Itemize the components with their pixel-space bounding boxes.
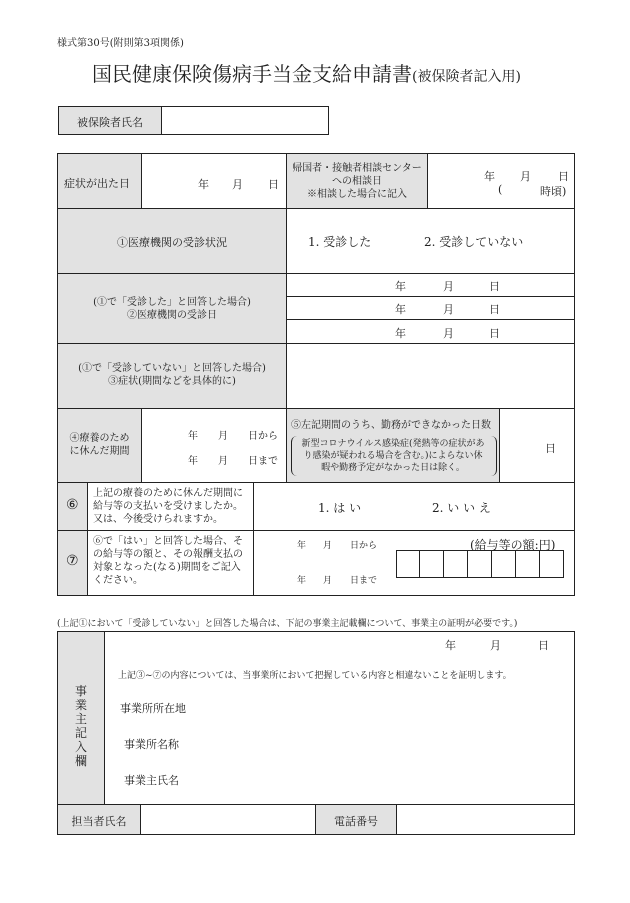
q7-from: 日から xyxy=(350,541,378,551)
q7-line-4: ください。 xyxy=(93,575,143,586)
q1-label: ①医療機関の受診状況 xyxy=(117,236,227,249)
q4-from: 日から xyxy=(248,431,278,442)
q2-date3-month: 月 xyxy=(443,327,454,340)
employer-certify-text: 上記③~⑦の内容については、当事業所において把握している内容と相違ないことを証明します。 xyxy=(118,671,512,681)
q4-from-year: 年 xyxy=(188,431,198,442)
side-char: 入 xyxy=(74,740,87,754)
q2-date1-month: 月 xyxy=(443,280,454,293)
symptom-day: 日 xyxy=(268,178,279,191)
title-main: 国民健康保険傷病手当金支給申請書 xyxy=(92,62,412,86)
employer-year: 年 xyxy=(445,639,456,652)
phone-label: 電話番号 xyxy=(334,815,378,828)
q6-option-no[interactable]: 2. い い え xyxy=(432,501,491,515)
q6-question xyxy=(93,487,243,526)
side-char: 主 xyxy=(74,712,87,726)
q7-from-month: 月 xyxy=(323,541,333,551)
consult-year: 年 xyxy=(484,170,495,183)
q4-line-2: に休んだ期間 xyxy=(69,446,130,457)
q7-line-1: ⑥で「はい」と回答した場合、そ xyxy=(93,536,243,547)
q6-line-1: 上記の療養のために休んだ期間に xyxy=(93,488,243,499)
q3-line-1: (①で「受診していない」と回答した場合) xyxy=(78,363,266,374)
q1-option-visited[interactable]: 1. 受診した xyxy=(308,235,372,249)
q7-until-year: 年 xyxy=(297,576,307,586)
q7-line-3: 対象となった(なる)期間をご記入 xyxy=(93,562,241,573)
insured-name-label: 被保険者氏名 xyxy=(77,116,143,129)
q3-symptom-field[interactable] xyxy=(287,344,574,408)
q6-number: ⑥ xyxy=(66,497,79,513)
time-paren: ( xyxy=(498,183,503,196)
q5-note-line-1: 新型コロナウイルス感染症(発熱等の症状があ xyxy=(301,439,485,449)
employer-note: (上記①において「受診していない」と回答した場合は、下記の事業主記載欄について、事業主の証明が必要です。) xyxy=(57,619,518,629)
form-number: 様式第30号(附則第3項関係) xyxy=(57,38,184,49)
contact-person-field[interactable] xyxy=(141,805,315,834)
q5-note-line-2: り感染が疑われる場合を含む。)によらない休 xyxy=(303,451,483,461)
q7-amount-boxes xyxy=(396,550,564,578)
q7-until: 日まで xyxy=(350,576,378,586)
insured-name-field[interactable] xyxy=(161,106,329,135)
title-suffix: (被保険者記入用) xyxy=(412,69,521,85)
side-char: 記 xyxy=(74,726,87,740)
consult-day: 日 xyxy=(558,170,569,183)
symptom-month: 月 xyxy=(232,178,243,191)
amount-digit-box[interactable] xyxy=(516,550,540,578)
q2-label xyxy=(58,296,286,322)
consult-month: 月 xyxy=(520,170,531,183)
side-char: 欄 xyxy=(74,754,87,768)
symptom-year: 年 xyxy=(198,178,209,191)
time-label: 時頃) xyxy=(540,185,567,198)
consult-line-3: ※相談した場合に記入 xyxy=(307,189,407,200)
q5-note xyxy=(291,438,495,474)
consult-line-1: 帰国者・接触者相談センター xyxy=(292,163,422,174)
consult-line-2: への相談日 xyxy=(332,176,382,187)
q4-line-1: ④療養のため xyxy=(69,433,130,444)
q6-line-3: 又は、今後受けられますか。 xyxy=(93,514,223,525)
amount-digit-box[interactable] xyxy=(492,550,516,578)
side-char: 事 xyxy=(74,684,87,698)
q2-line-2: ②医療機関の受診日 xyxy=(127,310,217,321)
q3-label xyxy=(58,362,286,388)
q7-amount-label: (給与等の額:円) xyxy=(470,538,556,552)
q6-line-2: 給与等の支払いを受けましたか。 xyxy=(93,501,243,512)
consult-center-label xyxy=(287,162,427,201)
contact-person-label: 担当者氏名 xyxy=(71,815,127,828)
symptom-onset-label: 症状が出た日 xyxy=(64,177,130,190)
q7-line-2: の給与等の額と、その報酬支払の xyxy=(93,549,243,560)
employer-month: 月 xyxy=(490,639,501,652)
q2-date2-day: 日 xyxy=(489,303,500,316)
q5-note-line-3: 暇や勤務予定がなかった日は除く。 xyxy=(321,463,465,473)
amount-digit-box[interactable] xyxy=(396,550,420,578)
amount-digit-box[interactable] xyxy=(540,550,564,578)
q7-from-year: 年 xyxy=(297,541,307,551)
employer-name-label: 事業所名称 xyxy=(124,738,179,751)
q4-label xyxy=(58,432,141,458)
q4-until: 日まで xyxy=(248,456,278,467)
employer-day: 日 xyxy=(538,639,549,652)
q2-date3-year: 年 xyxy=(395,327,406,340)
page-title xyxy=(92,58,521,87)
q1-option-not-visited[interactable]: 2. 受診していない xyxy=(424,235,524,249)
q7-number: ⑦ xyxy=(66,553,79,569)
amount-digit-box[interactable] xyxy=(444,550,468,578)
amount-digit-box[interactable] xyxy=(468,550,492,578)
q2-date2-month: 月 xyxy=(443,303,454,316)
q7-question xyxy=(93,535,243,587)
q2-date3-day: 日 xyxy=(489,327,500,340)
employer-address-label: 事業所所在地 xyxy=(120,702,186,715)
q2-date2-year: 年 xyxy=(395,303,406,316)
q4-until-year: 年 xyxy=(188,456,198,467)
employer-side-label xyxy=(58,684,104,768)
q7-until-month: 月 xyxy=(323,576,333,586)
amount-digit-box[interactable] xyxy=(420,550,444,578)
employer-owner-label: 事業主氏名 xyxy=(124,774,179,787)
q2-date1-year: 年 xyxy=(395,280,406,293)
q5-label: ⑤左記期間のうち、勤務ができなかった日数 xyxy=(291,420,491,431)
q4-until-month: 月 xyxy=(218,456,228,467)
q2-line-1: (①で「受診した」と回答した場合) xyxy=(93,297,251,308)
q5-days-unit: 日 xyxy=(545,442,556,455)
q6-option-yes[interactable]: 1. は い xyxy=(318,501,362,515)
q3-line-2: ③症状(期間などを具体的に) xyxy=(108,376,236,387)
phone-field[interactable] xyxy=(397,805,574,834)
side-char: 業 xyxy=(74,698,87,712)
q4-from-month: 月 xyxy=(218,431,228,442)
q2-date1-day: 日 xyxy=(489,280,500,293)
